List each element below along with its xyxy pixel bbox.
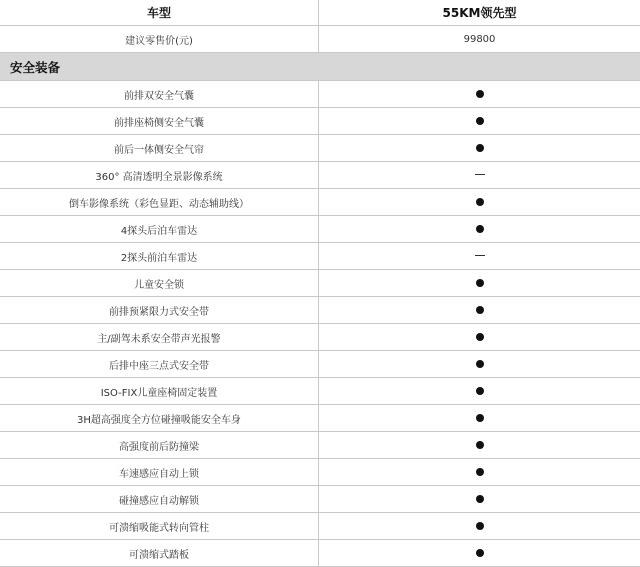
feature-row <box>0 243 640 270</box>
feature-value-cell <box>319 378 640 405</box>
feature-value-cell <box>319 351 640 378</box>
feature-value-cell <box>319 459 640 486</box>
standard-dot-icon <box>476 117 484 125</box>
header-trim-name: 55KM领先型 <box>319 0 640 26</box>
feature-row <box>0 135 640 162</box>
feature-value-cell <box>319 540 640 567</box>
feature-label: 4探头后泊车雷达 <box>0 216 319 243</box>
feature-value-cell <box>319 81 640 108</box>
feature-row <box>0 513 640 540</box>
standard-dot-icon <box>476 468 484 476</box>
feature-value-cell <box>319 162 640 189</box>
feature-row <box>0 189 640 216</box>
feature-row <box>0 81 640 108</box>
feature-label: 后排中座三点式安全带 <box>0 351 319 378</box>
feature-value-cell <box>319 216 640 243</box>
standard-dot-icon <box>476 198 484 206</box>
feature-value-cell <box>319 189 640 216</box>
not-available-dash-icon <box>475 174 485 175</box>
feature-row <box>0 432 640 459</box>
feature-value-cell <box>319 324 640 351</box>
feature-label: 碰撞感应自动解锁 <box>0 486 319 513</box>
standard-dot-icon <box>476 279 484 287</box>
feature-value-cell <box>319 486 640 513</box>
standard-dot-icon <box>476 549 484 557</box>
feature-value-cell <box>319 432 640 459</box>
feature-label: ISO-FIX儿童座椅固定装置 <box>0 378 319 405</box>
standard-dot-icon <box>476 144 484 152</box>
feature-value-cell <box>319 405 640 432</box>
standard-dot-icon <box>476 414 484 422</box>
feature-label: 2探头前泊车雷达 <box>0 243 319 270</box>
feature-label: 3H超高强度全方位碰撞吸能安全车身 <box>0 405 319 432</box>
feature-row <box>0 297 640 324</box>
feature-row <box>0 459 640 486</box>
feature-label: 可溃缩吸能式转向管柱 <box>0 513 319 540</box>
feature-value-cell <box>319 270 640 297</box>
feature-label: 倒车影像系统（彩色显距、动态辅助线） <box>0 189 319 216</box>
section-row <box>0 53 640 81</box>
feature-row <box>0 216 640 243</box>
feature-value-cell <box>319 513 640 540</box>
feature-row <box>0 486 640 513</box>
header-model-label: 车型 <box>0 0 319 26</box>
feature-row <box>0 540 640 567</box>
feature-label: 前后一体侧安全气帘 <box>0 135 319 162</box>
header-row <box>0 0 640 26</box>
standard-dot-icon <box>476 90 484 98</box>
feature-value-cell <box>319 297 640 324</box>
standard-dot-icon <box>476 225 484 233</box>
not-available-dash-icon <box>475 255 485 256</box>
feature-label: 高强度前后防撞梁 <box>0 432 319 459</box>
standard-dot-icon <box>476 306 484 314</box>
feature-label: 可溃缩式踏板 <box>0 540 319 567</box>
feature-label: 车速感应自动上锁 <box>0 459 319 486</box>
feature-row <box>0 162 640 189</box>
feature-row <box>0 405 640 432</box>
standard-dot-icon <box>476 333 484 341</box>
standard-dot-icon <box>476 441 484 449</box>
standard-dot-icon <box>476 522 484 530</box>
feature-label: 前排预紧限力式安全带 <box>0 297 319 324</box>
feature-row <box>0 378 640 405</box>
feature-row <box>0 351 640 378</box>
standard-dot-icon <box>476 360 484 368</box>
feature-label: 前排双安全气囊 <box>0 81 319 108</box>
section-title: 安全装备 <box>0 53 640 81</box>
feature-value-cell <box>319 135 640 162</box>
feature-row <box>0 270 640 297</box>
feature-value-cell <box>319 108 640 135</box>
feature-row <box>0 108 640 135</box>
feature-label: 主/副驾未系安全带声光报警 <box>0 324 319 351</box>
feature-label: 前排座椅侧安全气囊 <box>0 108 319 135</box>
price-row <box>0 26 640 53</box>
feature-label: 儿童安全锁 <box>0 270 319 297</box>
price-label: 建议零售价(元) <box>0 26 319 53</box>
feature-row <box>0 324 640 351</box>
standard-dot-icon <box>476 387 484 395</box>
feature-value-cell <box>319 243 640 270</box>
feature-label: 360° 高清透明全景影像系统 <box>0 162 319 189</box>
price-value: 99800 <box>319 26 640 53</box>
standard-dot-icon <box>476 495 484 503</box>
